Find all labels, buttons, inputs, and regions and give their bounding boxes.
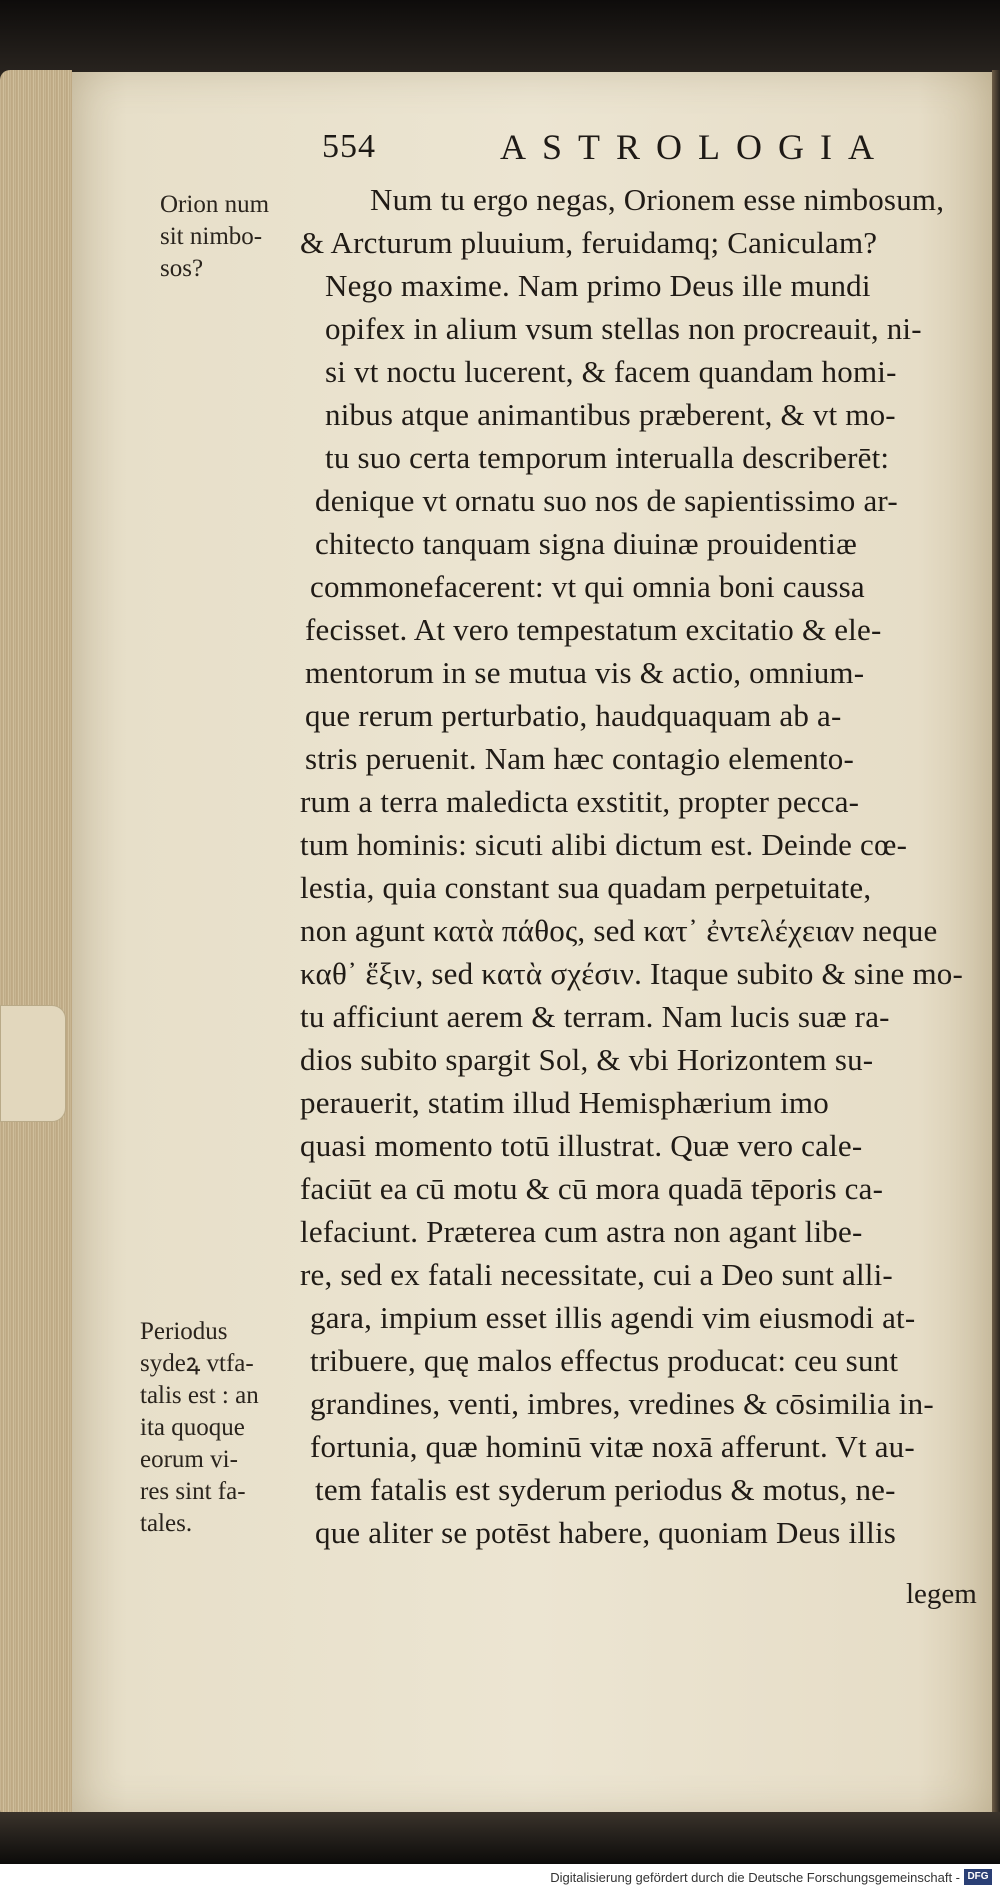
funding-credit: Digitalisierung gefördert durch die Deutsche Forschungsgemeinschaft - [550,1870,960,1885]
text-line: nibus atque animantibus præberent, & vt mo- [325,397,896,432]
text-line: stris peruenit. Nam hæc contagio elemento- [305,741,855,776]
text-line: denique vt ornatu suo nos de sapientissimo ar- [315,483,898,518]
bookmark-tab [0,1005,66,1122]
text-line: tribuere, quę malos effectus producat: ceu sunt [310,1343,899,1378]
text-line: mentorum in se mutua vis & actio, omnium- [305,655,865,690]
text-line: Nego maxime. Nam primo Deus ille mundi [325,268,871,303]
text-line: gara, impium esset illis agendi vim eiusmodi at- [310,1300,916,1335]
text-line: fecisset. At vero tempestatum excitatio & ele- [305,612,882,647]
margin-line: Periodus [140,1318,228,1345]
book-spine-shadow [992,70,1000,1820]
text-line: lestia, quia constant sua quadam perpetuitate, [300,870,872,905]
text-line: grandines, venti, imbres, vredines & cōsimilia in- [310,1386,934,1421]
text-line: quasi momento totū illustrat. Quæ vero cale- [300,1128,863,1163]
text-line: lefaciunt. Præterea cum astra non agant libe- [300,1214,863,1249]
text-line: Num tu ergo negas, Orionem esse nimbosum, [370,182,945,217]
page-edges-stack [0,70,72,1820]
text-line: que aliter se potēst habere, quoniam Deus illis [315,1515,897,1550]
margin-line: sydeꝝ vtfa- [140,1350,254,1377]
text-line: re, sed ex fatali necessitate, cui a Deo sunt alli- [300,1257,893,1292]
text-line: opifex in alium vsum stellas non procreauit, ni- [325,311,922,346]
text-line: tum hominis: sicuti alibi dictum est. Deinde cœ- [300,827,908,862]
text-line: tem fatalis est syderum periodus & motus, ne- [315,1472,896,1507]
text-line: faciūt ea cū motu & cū mora quadā tēporis ca- [300,1171,884,1206]
text-line: dios subito spargit Sol, & vbi Horizontem su- [300,1042,874,1077]
text-line: rum a terra maledicta exstitit, propter pecca- [300,784,860,819]
margin-line: eorum vi- [140,1446,238,1473]
text-line: fortunia, quæ hominū vitæ noxā afferunt. Vt au- [310,1429,915,1464]
scan-bottom-background [0,1812,1000,1864]
page-number: 554 [322,128,376,165]
scan-top-background [0,0,1000,78]
margin-line: sos? [160,255,204,282]
text-line: perauerit, statim illud Hemisphærium imo [300,1085,829,1120]
margin-line: ita quoque [140,1414,245,1441]
margin-line: tales. [140,1510,193,1537]
margin-line: talis est : an [140,1382,259,1409]
text-line: chitecto tanquam signa diuinæ prouidentiæ [315,526,857,561]
margin-line: res sint fa- [140,1478,246,1505]
text-line: tu afficiunt aerem & terram. Nam lucis suæ ra- [300,999,890,1034]
text-line: que rerum perturbatio, haudquaquam ab a- [305,698,842,733]
margin-line: sit nimbo- [160,223,263,250]
text-line: & Arcturum pluuium, feruidamq; Caniculam? [300,225,878,260]
margin-line: Orion num [160,191,270,218]
text-line: καθ᾽ ἕξιν, sed κατὰ σχέσιν. Itaque subito & sine mo- [300,956,964,991]
digitization-footer [0,1864,1000,1891]
running-head: ASTROLOGIA [500,127,890,167]
catchword: legem [906,1578,977,1610]
dfg-logo: DFG [964,1869,992,1885]
text-line: tu suo certa temporum interualla describerēt: [325,440,890,475]
text-line: non agunt κατὰ πάθος, sed κατ᾽ ἐντελέχειαν neque [300,913,938,948]
text-line: commonefacerent: vt qui omnia boni caussa [310,569,865,604]
text-line: si vt noctu lucerent, & facem quandam homi- [325,354,897,389]
